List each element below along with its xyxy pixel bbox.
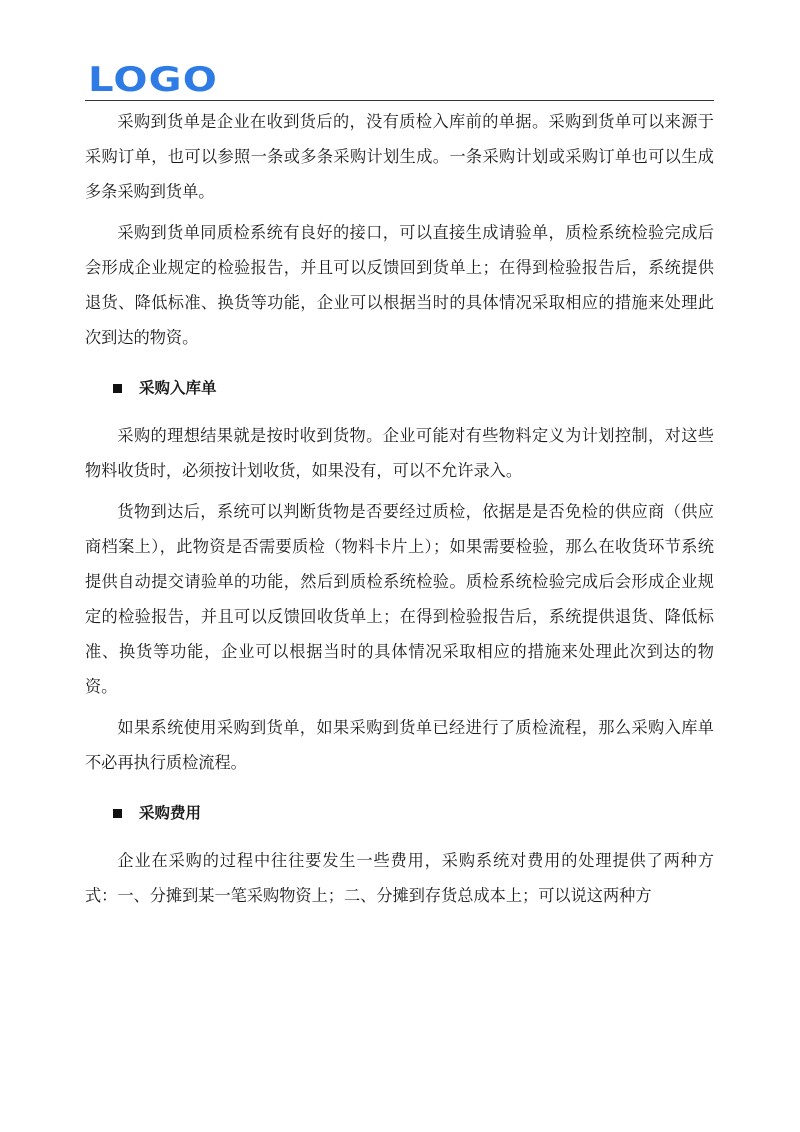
square-bullet-icon — [113, 809, 122, 818]
paragraph-expense-allocation: 企业在采购的过程中往往要发生一些费用，采购系统对费用的处理提供了两种方式：一、分摊到某一笔采购物资上；二、分摊到存货总成本上；可以说这两种方 — [85, 851, 714, 905]
header-divider — [85, 100, 714, 101]
paragraph-arrival-note-quality-check: 采购到货单同质检系统有良好的接口，可以直接生成请验单，质检系统检验完成后会形成企业规定的检验报告，并且可以反馈回到货单上；在得到检验报告后，系统提供退货、降低标准、换货等功能，企业可以根据当时的具体情况采取相应的措施来处理此次到达的物资。 — [85, 223, 714, 347]
paragraph-receipt-no-recheck: 如果系统使用采购到货单，如果采购到货单已经进行了质检流程，那么采购入库单不必再执行质检流程。 — [85, 718, 714, 772]
section-heading-purchase-receipt — [85, 377, 714, 399]
document-body — [85, 104, 714, 913]
section-heading-purchase-expense — [85, 802, 714, 824]
paragraph-receipt-plan-control: 采购的理想结果就是按时收到货物。企业可能对有些物料定义为计划控制，对这些物料收货时，必须按计划收货，如果没有，可以不允许录入。 — [85, 426, 714, 480]
paragraph-arrival-note-definition: 采购到货单是企业在收到货后的，没有质检入库前的单据。采购到货单可以来源于采购订单，也可以参照一条或多条采购计划生成。一条采购计划或采购订单也可以生成多条采购到货单。 — [85, 112, 714, 201]
section-heading-text: 采购费用 — [139, 804, 202, 822]
section-heading-text: 采购入库单 — [139, 379, 217, 397]
paragraph-receipt-quality-check: 货物到达后，系统可以判断货物是否要经过质检，依据是是否免检的供应商（供应商档案上），此物资是否需要质检（物料卡片上）；如果需要检验，那么在收货环节系统提供自动提交请验单的功能，然后到质检系统检验。质检系统检验完成后会形成企业规定的检验报告，并且可以反馈回收货单上；在得到检验报告后，系统提供退货、降低标准、换货等功能，企业可以根据当时的具体情况采取相应的措施来处理此次到达的物资。 — [85, 502, 714, 696]
logo: LOGO — [88, 60, 219, 100]
square-bullet-icon — [113, 384, 122, 393]
